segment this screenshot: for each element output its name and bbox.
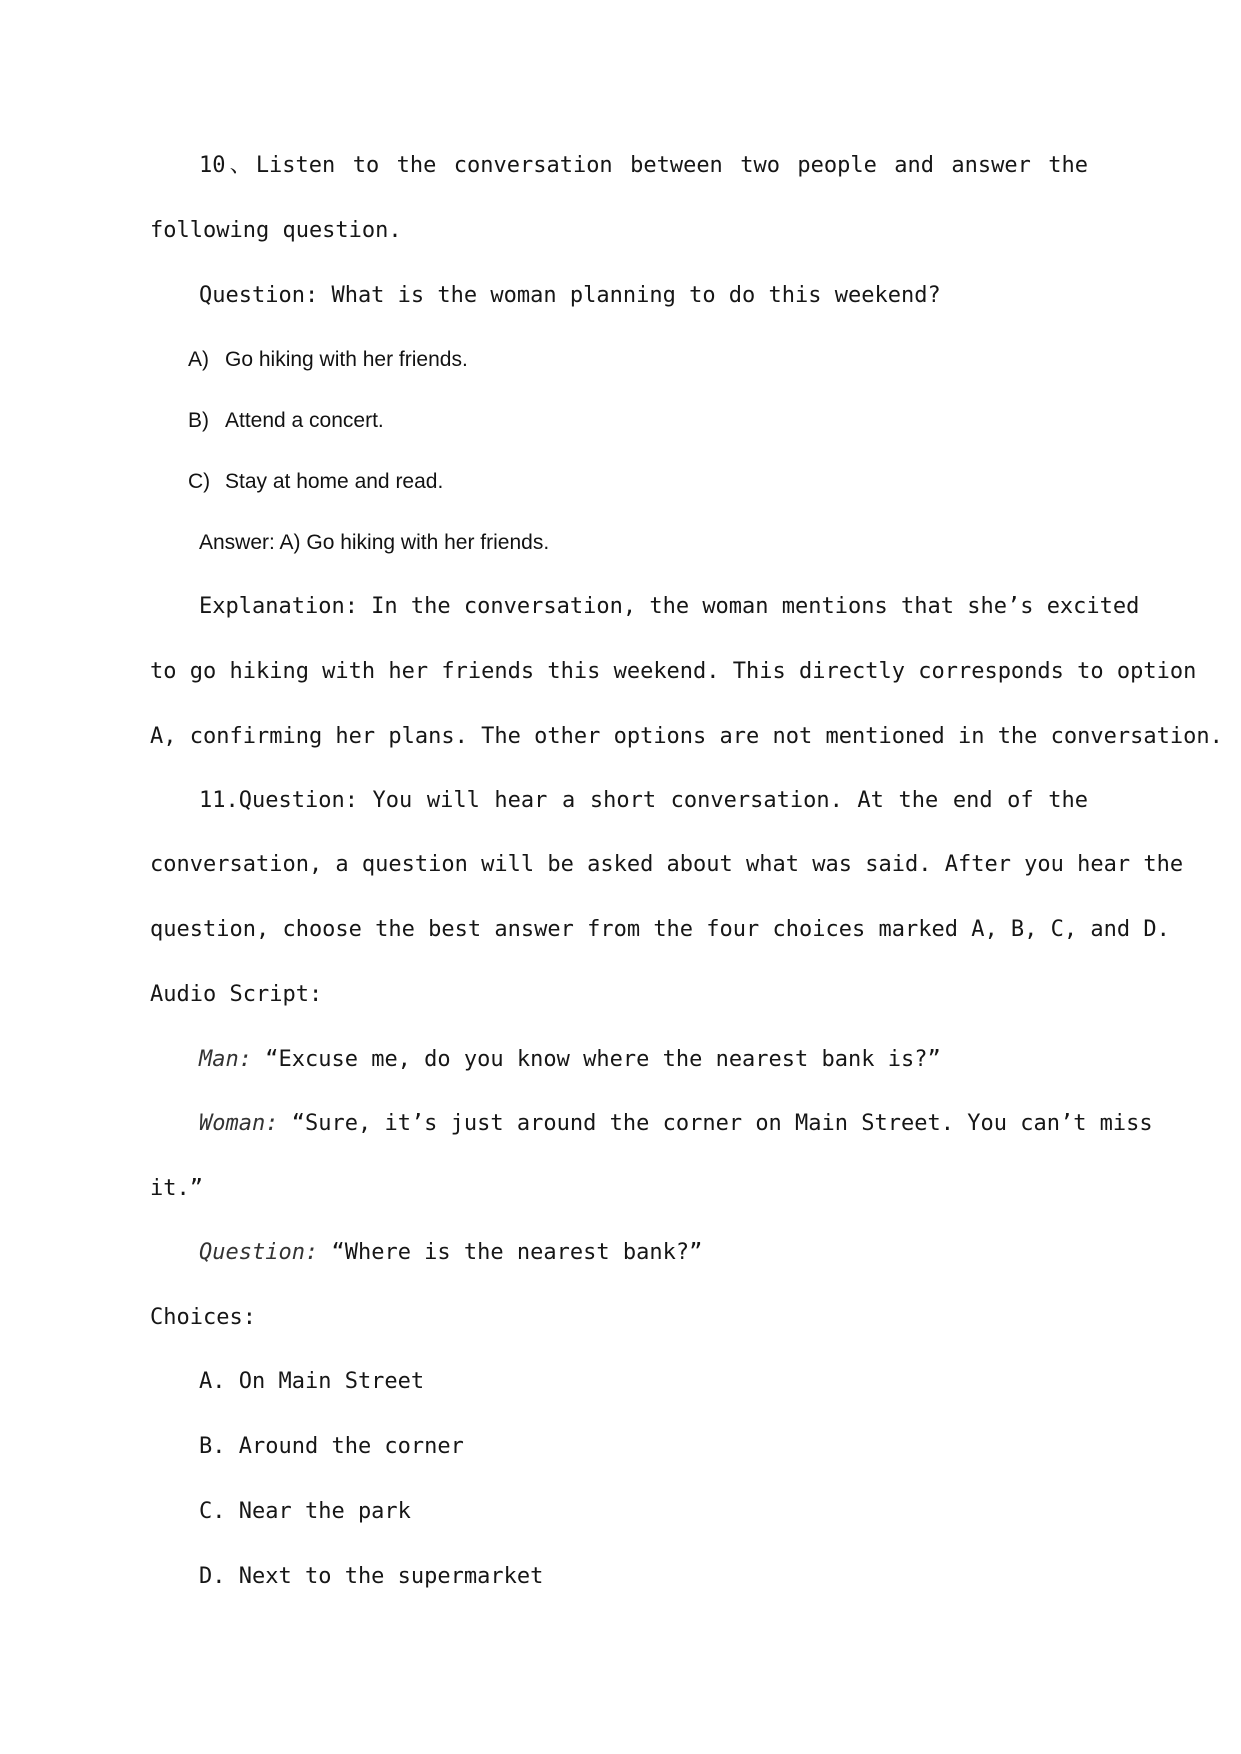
q10-question: Question: What is the woman planning to do this weekend? [199, 283, 941, 308]
choice-a: A. On Main Street [199, 1369, 425, 1394]
q10-answer: Answer: A) Go hiking with her friends. [199, 531, 550, 554]
question-speaker-label: Question: [199, 1240, 319, 1265]
q10-option-a-text: Go hiking with her friends. [225, 348, 468, 371]
q10-option-c-letter: C) [188, 470, 211, 493]
q10-prompt-line-2: following question. [150, 218, 402, 243]
choice-c: C. Near the park [199, 1499, 411, 1524]
q10-option-a-letter: A) [188, 348, 209, 371]
choice-b: B. Around the corner [199, 1434, 464, 1459]
woman-dialogue-line-1 [199, 1108, 1153, 1140]
man-dialogue [199, 1044, 941, 1076]
choices-label: Choices: [150, 1305, 256, 1330]
q11-intro-line-1: 11.Question: You will hear a short conversation. At the end of the [199, 788, 1088, 813]
q10-explanation-line-3: A, confirming her plans. The other options are not mentioned in the conversation. [150, 724, 1223, 749]
man-speaker-label: Man: [199, 1047, 252, 1072]
q10-prompt-line-1: 10、Listen to the conversation between two people and answer the [199, 153, 1088, 178]
woman-dialogue-line-2: it.” [150, 1176, 203, 1201]
q10-option-b-text: Attend a concert. [225, 409, 384, 432]
choice-d: D. Next to the supermarket [199, 1564, 544, 1589]
q10-explanation-line-1: Explanation: In the conversation, the woman mentions that she’s excited [199, 594, 1140, 619]
q10-option-c-text: Stay at home and read. [225, 470, 444, 493]
audio-script-label: Audio Script: [150, 982, 323, 1007]
q11-intro-line-3: question, choose the best answer from the four choices marked A, B, C, and D. [150, 917, 1170, 942]
question-line: “Where is the nearest bank?” [331, 1240, 703, 1265]
q10-explanation-line-2: to go hiking with her friends this weekend. This directly corresponds to option [150, 659, 1197, 684]
q10-option-b-letter: B) [188, 409, 209, 432]
question-dialogue [199, 1237, 702, 1269]
man-line: “Excuse me, do you know where the nearest bank is?” [265, 1047, 941, 1072]
woman-speaker-label: Woman: [199, 1111, 279, 1136]
q11-intro-line-2: conversation, a question will be asked about what was said. After you hear the [150, 852, 1184, 877]
woman-line-1: “Sure, it’s just around the corner on Main Street. You can’t miss [291, 1111, 1153, 1136]
